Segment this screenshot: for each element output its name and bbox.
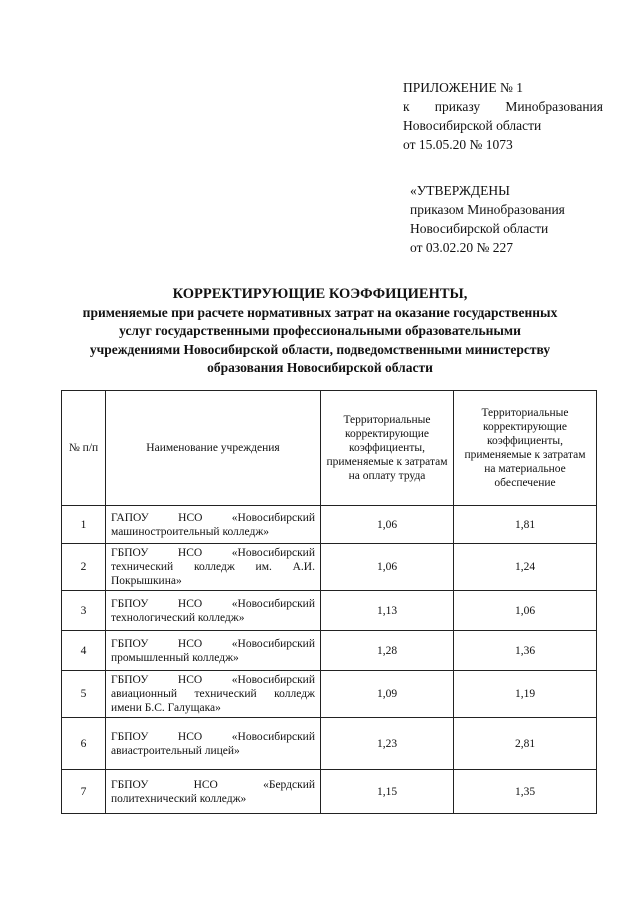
row-number: 5 bbox=[62, 671, 106, 718]
approved-block bbox=[410, 181, 600, 257]
institution-name: ГБПОУ НСО «Бердский политехнический колледж» bbox=[106, 770, 321, 814]
document-title bbox=[55, 285, 585, 378]
table-row bbox=[62, 631, 597, 671]
table-row bbox=[62, 544, 597, 591]
labor-coefficient: 1,09 bbox=[321, 671, 454, 718]
table-header-row bbox=[62, 391, 597, 506]
row-number: 1 bbox=[62, 506, 106, 544]
labor-coefficient: 1,28 bbox=[321, 631, 454, 671]
coefficients-table bbox=[61, 390, 597, 814]
material-coefficient: 1,35 bbox=[454, 770, 597, 814]
material-coefficient: 1,19 bbox=[454, 671, 597, 718]
table-row bbox=[62, 591, 597, 631]
header-number: № п/п bbox=[62, 391, 106, 506]
row-number: 7 bbox=[62, 770, 106, 814]
institution-name: ГБПОУ НСО «Новосибирский авиационный технический колледж имени Б.С. Галущака» bbox=[106, 671, 321, 718]
header-institution-name: Наименование учреждения bbox=[106, 391, 321, 506]
appendix-title: ПРИЛОЖЕНИЕ № 1 bbox=[403, 80, 524, 95]
institution-name: ГБПОУ НСО «Новосибирский технологический колледж» bbox=[106, 591, 321, 631]
row-number: 2 bbox=[62, 544, 106, 591]
row-number: 3 bbox=[62, 591, 106, 631]
table-row bbox=[62, 506, 597, 544]
institution-name: ГАПОУ НСО «Новосибирский машиностроительный колледж» bbox=[106, 506, 321, 544]
approved-order-ref: приказом Минобразования bbox=[410, 202, 565, 217]
appendix-date: от 15.05.20 № 1073 bbox=[403, 137, 513, 152]
material-coefficient: 1,81 bbox=[454, 506, 597, 544]
appendix-order-ref: к приказу Минобразования bbox=[403, 99, 603, 114]
header-labor-coefficient: Территориальные корректирующие коэффициенты, применяемые к затратам на оплату труда bbox=[321, 391, 454, 506]
appendix-block bbox=[403, 78, 603, 154]
header-material-coefficient: Территориальные корректирующие коэффициенты, применяемые к затратам на материальное обеспечение bbox=[454, 391, 597, 506]
title-line-4: образования Новосибирской области bbox=[207, 360, 433, 375]
row-number: 6 bbox=[62, 718, 106, 770]
table-row bbox=[62, 718, 597, 770]
material-coefficient: 1,36 bbox=[454, 631, 597, 671]
material-coefficient: 1,24 bbox=[454, 544, 597, 591]
material-coefficient: 1,06 bbox=[454, 591, 597, 631]
approved-region: Новосибирской области bbox=[410, 221, 549, 236]
title-line-2: услуг государственными профессиональными образовательными bbox=[119, 323, 521, 338]
title-main: КОРРЕКТИРУЮЩИЕ КОЭФФИЦИЕНТЫ, bbox=[172, 286, 468, 302]
appendix-region: Новосибирской области bbox=[403, 118, 542, 133]
labor-coefficient: 1,13 bbox=[321, 591, 454, 631]
row-number: 4 bbox=[62, 631, 106, 671]
approved-title: «УТВЕРЖДЕНЫ bbox=[410, 183, 510, 198]
table-row bbox=[62, 770, 597, 814]
title-line-1: применяемые при расчете нормативных затрат на оказание государственных bbox=[82, 304, 558, 320]
institution-name: ГБПОУ НСО «Новосибирский технический колледж им. А.И. Покрышкина» bbox=[106, 544, 321, 591]
title-line-3: учреждениями Новосибирской области, подведомственными министерству bbox=[89, 341, 551, 357]
labor-coefficient: 1,06 bbox=[321, 544, 454, 591]
institution-name: ГБПОУ НСО «Новосибирский авиастроительный лицей» bbox=[106, 718, 321, 770]
approved-date: от 03.02.20 № 227 bbox=[410, 240, 513, 255]
institution-name: ГБПОУ НСО «Новосибирский промышленный колледж» bbox=[106, 631, 321, 671]
material-coefficient: 2,81 bbox=[454, 718, 597, 770]
table-body bbox=[62, 506, 597, 814]
labor-coefficient: 1,23 bbox=[321, 718, 454, 770]
labor-coefficient: 1,15 bbox=[321, 770, 454, 814]
table-row bbox=[62, 671, 597, 718]
labor-coefficient: 1,06 bbox=[321, 506, 454, 544]
